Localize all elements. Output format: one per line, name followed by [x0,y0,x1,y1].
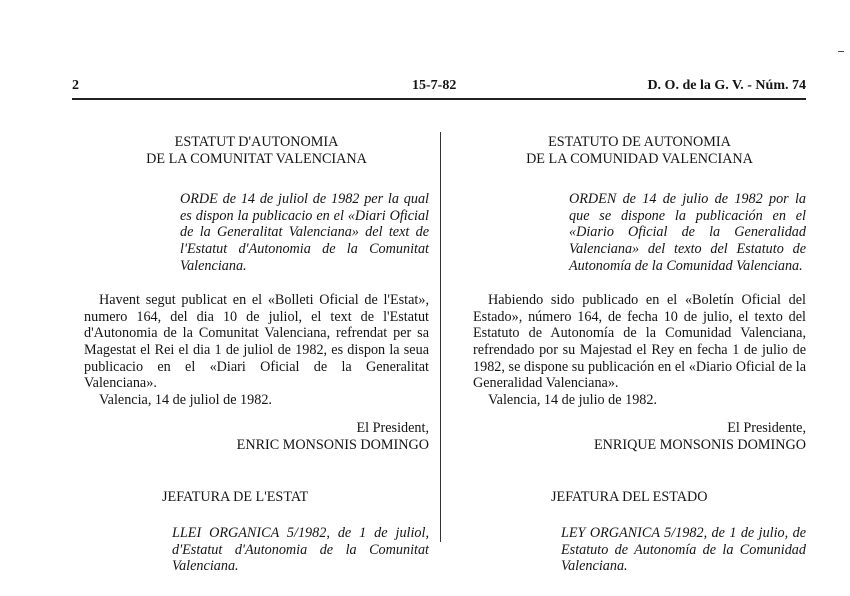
page-number: 2 [72,78,79,93]
law-title: LLEI ORGANICA 5/1982, de 1 de juliol, d'Estatut d'Autonomia de la Comunitat Valenciana. [172,525,429,575]
issue-date: 15-7-82 [412,78,457,93]
journal-issue: D. O. de la G. V. - Núm. 74 [647,78,806,93]
signature-name: ENRIC MONSONIS DOMINGO [236,436,429,453]
statute-title-line2: DE LA COMUNIDAD VALENCIANA [526,150,753,167]
column-spanish [473,134,806,575]
statute-title-line1: ESTATUT D'AUTONOMIA [174,134,339,150]
statute-title-line2: DE LA COMUNITAT VALENCIANA [146,150,367,167]
section-title: JEFATURA DEL ESTADO [551,488,708,505]
signature-role: El President, [356,420,429,437]
order-body: Habiendo sido publicado en el «Boletín Oficial del Estado», número 164, de fecha 10 de julio, el texto del Estatuto de Autonomía de la Comunidad Valenciana, refrendado por su Majestad el Rey en fecha 1 de julio de 1982, se dispone su publicación en el «Diario Oficial de la Generalidad Valenciana». [473,292,806,392]
order-body: Havent segut publicat en el «Bolleti Oficial de l'Estat», numero 164, del dia 10 de juliol, el text de l'Estatut d'Autonomia de la Comunitat Valenciana, refrendat per sa Magestat el Rei el dia 1 de juliol de 1982, es dispon la seua publicacio en el «Diari Oficial de la Generalitat Valenciana». [84,292,429,392]
signature-name: ENRIQUE MONSONIS DOMINGO [593,436,806,453]
order-summary: ORDE de 14 de juliol de 1982 per la qual es dispon la publicacio en el «Diari Oficial de la Generalitat Valenciana» del text de l'Estatut d'Autonomia de la Comunitat Valenciana. [180,191,429,274]
column-divider [440,132,441,542]
statute-title-line1: ESTATUTO DE AUTONOMIA [548,134,731,150]
order-summary: ORDEN de 14 de julio de 1982 por la que se dispone la publicación en el «Diario Oficial de la Generalidad Valenciana» del texto del Estatuto de Autonomía de la Comunidad Valenciana. [569,191,806,274]
place-date: Valencia, 14 de juliol de 1982. [99,391,272,408]
signature-role: El Presidente, [727,420,806,437]
section-title: JEFATURA DE L'ESTAT [162,488,309,505]
header-rule [72,98,806,100]
margin-mark [838,51,844,52]
place-date: Valencia, 14 de julio de 1982. [488,391,658,408]
column-valencian [84,134,429,575]
law-title: LEY ORGANICA 5/1982, de 1 de julio, de Estatuto de Autonomía de la Comunidad Valenciana. [561,525,806,575]
